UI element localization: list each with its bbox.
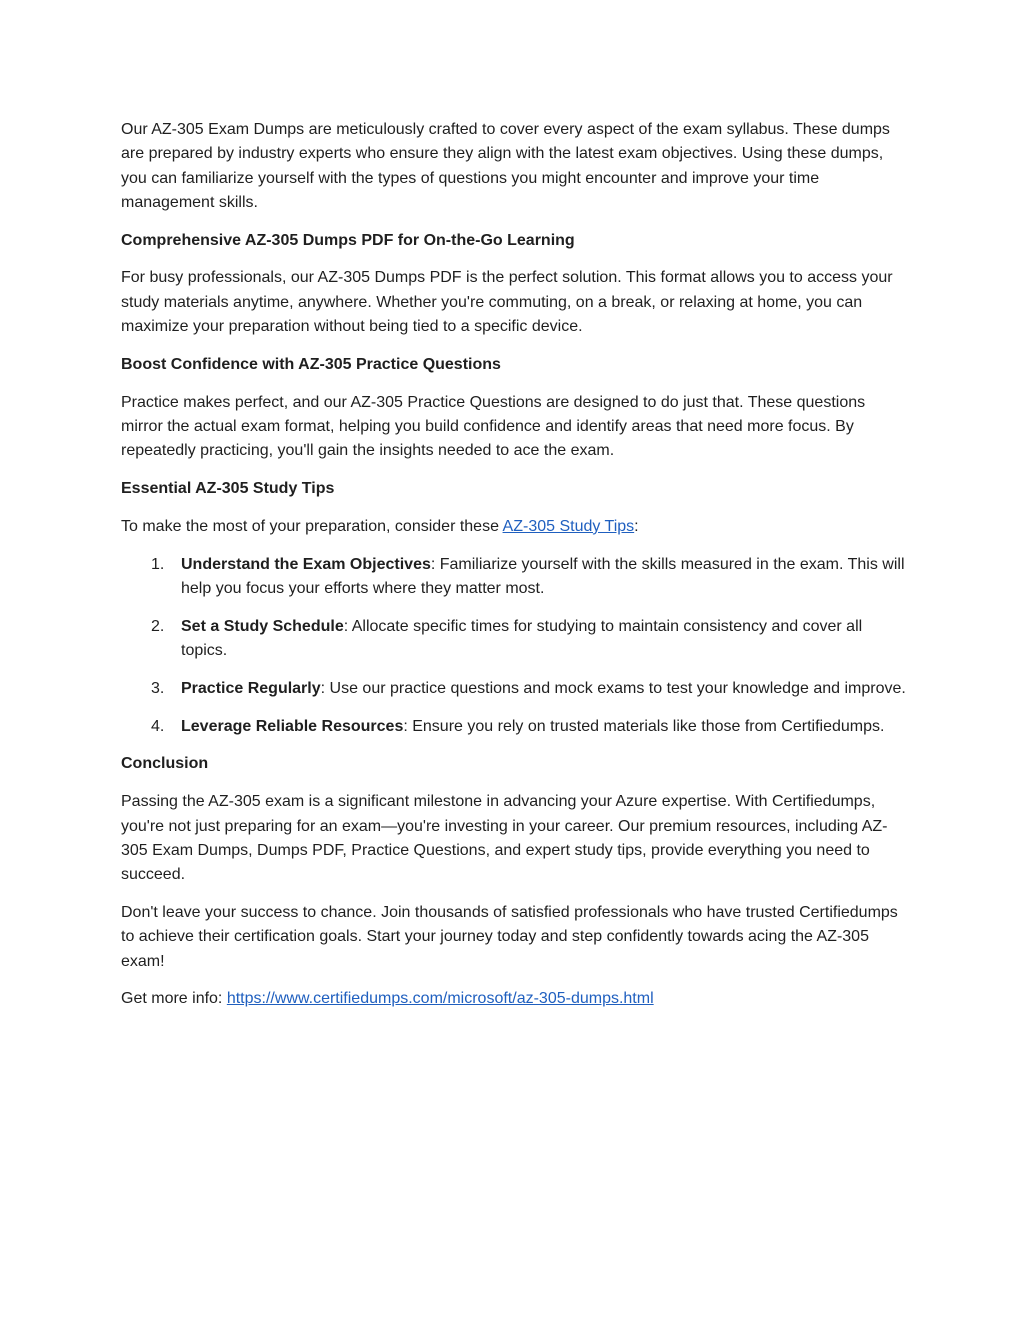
study-tips-list — [121, 553, 911, 739]
conclusion-heading: Conclusion — [121, 755, 209, 773]
list-item-title: Understand the Exam Objectives — [181, 555, 431, 573]
conclusion-paragraph-1: Passing the AZ-305 exam is a significant milestone in advancing your Azure expertise. With Certifiedumps, you're not just preparing for an exam—you're investing in your career. Our premium resources, including AZ-305 Exam Dumps, Dumps PDF, Practice Questions, and expert study tips, provide everything you need to succeed. — [121, 793, 888, 884]
pdf-section-paragraph: For busy professionals, our AZ-305 Dumps PDF is the perfect solution. This format allows you to access your study materials anytime, anywhere. Whether you're commuting, on a break, or relaxing at home, you can maximize your preparation without being tied to a specific device. — [121, 269, 893, 336]
list-item-number: 3. — [151, 679, 165, 697]
tips-intro-colon: : — [634, 517, 639, 535]
list-item-text: : Allocate specific times for studying to maintain consistency and cover all topics. — [181, 617, 863, 660]
conclusion-paragraph-2: Don't leave your success to chance. Join thousands of satisfied professionals who have trusted Certifiedumps to achieve their certification goals. Start your journey today and step confidently towards acing the AZ-305 exam! — [121, 903, 898, 970]
list-item-title: Set a Study Schedule — [181, 617, 344, 635]
list-item-title: Practice Regularly — [181, 679, 321, 697]
list-item — [121, 615, 911, 664]
list-item-number: 1. — [151, 555, 165, 573]
intro-paragraph: Our AZ-305 Exam Dumps are meticulously crafted to cover every aspect of the exam syllabus. These dumps are prepared by industry experts who ensure they align with the latest exam objectives. Using these dumps, you can familiarize yourself with the types of questions you might encounter and improve your time management skills. — [121, 121, 890, 211]
list-item-number: 4. — [151, 717, 165, 735]
list-item-title: Leverage Reliable Resources — [181, 717, 404, 735]
list-item — [121, 715, 911, 739]
study-tips-link[interactable]: AZ-305 Study Tips — [502, 517, 635, 535]
practice-section-paragraph: Practice makes perfect, and our AZ-305 Practice Questions are designed to do just that. These questions mirror the actual exam format, helping you build confidence and identify areas that need more focus. By repeatedly practicing, you'll gain the insights needed to ace the exam. — [121, 393, 866, 460]
list-item — [121, 553, 911, 602]
document-page — [121, 118, 911, 1025]
pdf-section-heading: Comprehensive AZ-305 Dumps PDF for On-the-Go Learning — [121, 231, 575, 249]
list-item-number: 2. — [151, 617, 165, 635]
list-item-text: : Use our practice questions and mock exams to test your knowledge and improve. — [320, 679, 906, 697]
list-item-text: : Familiarize yourself with the skills measured in the exam. This will help you focus your efforts where they matter most. — [181, 555, 905, 597]
practice-section-heading: Boost Confidence with AZ-305 Practice Questions — [121, 355, 501, 373]
more-info-label: Get more info: — [121, 990, 227, 1008]
list-item — [121, 677, 911, 701]
tips-intro-text: To make the most of your preparation, consider these — [121, 517, 503, 535]
more-info-line — [121, 987, 911, 1011]
list-item-text: : Ensure you rely on trusted materials like those from Certifiedumps. — [403, 717, 885, 735]
more-info-link[interactable]: https://www.certifiedumps.com/microsoft/az-305-dumps.html — [226, 990, 654, 1008]
tips-section-heading: Essential AZ-305 Study Tips — [121, 480, 335, 498]
tips-intro-paragraph — [121, 515, 911, 539]
